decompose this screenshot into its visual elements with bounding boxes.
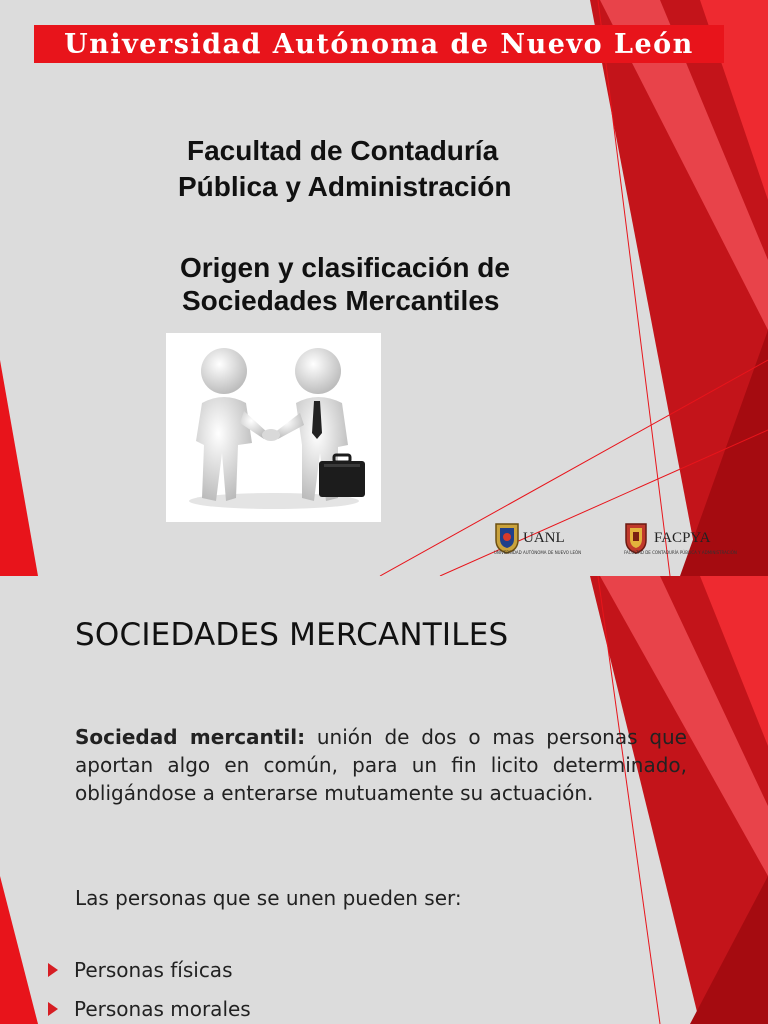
facpya-logo-subtitle: FACULTAD DE CONTADURÍA PÚBLICA Y ADMINISTRACIÓN xyxy=(624,550,737,555)
list-item-label: Personas físicas xyxy=(74,958,233,982)
uanl-logo-subtitle: UNIVERSIDAD AUTÓNOMA DE NUEVO LEÓN xyxy=(494,550,582,555)
university-name: Universidad Autónoma de Nuevo León xyxy=(64,28,694,60)
list-item-label: Personas morales xyxy=(74,997,251,1021)
intro-text: Las personas que se unen pueden ser: xyxy=(75,886,462,910)
list-item xyxy=(48,958,233,982)
topic-title-line1: Origen y clasificación de xyxy=(180,252,510,283)
university-banner xyxy=(34,25,724,63)
slide-heading: SOCIEDADES MERCANTILES xyxy=(75,617,509,653)
definition-paragraph xyxy=(75,723,687,807)
faculty-title-line1: Facultad de Contaduría xyxy=(187,135,499,166)
definition-term: Sociedad mercantil: xyxy=(75,725,306,749)
triangle-bullet-icon xyxy=(48,963,58,977)
facpya-logo xyxy=(624,522,737,555)
uanl-logo-text: UANL xyxy=(523,529,565,546)
faculty-title-line2: Pública y Administración xyxy=(178,171,512,202)
definition-text: unión de dos o mas personas que aportan algo en común, para un fin licito determinado, obligándose a enterarse mutuamente su actuación. xyxy=(75,725,687,805)
list-item xyxy=(48,997,251,1021)
uanl-logo xyxy=(494,522,582,555)
triangle-bullet-icon xyxy=(48,1002,58,1016)
handshake-image xyxy=(166,333,381,522)
topic-title-line2: Sociedades Mercantiles xyxy=(182,285,500,316)
facpya-logo-text: FACPYA xyxy=(654,529,711,546)
